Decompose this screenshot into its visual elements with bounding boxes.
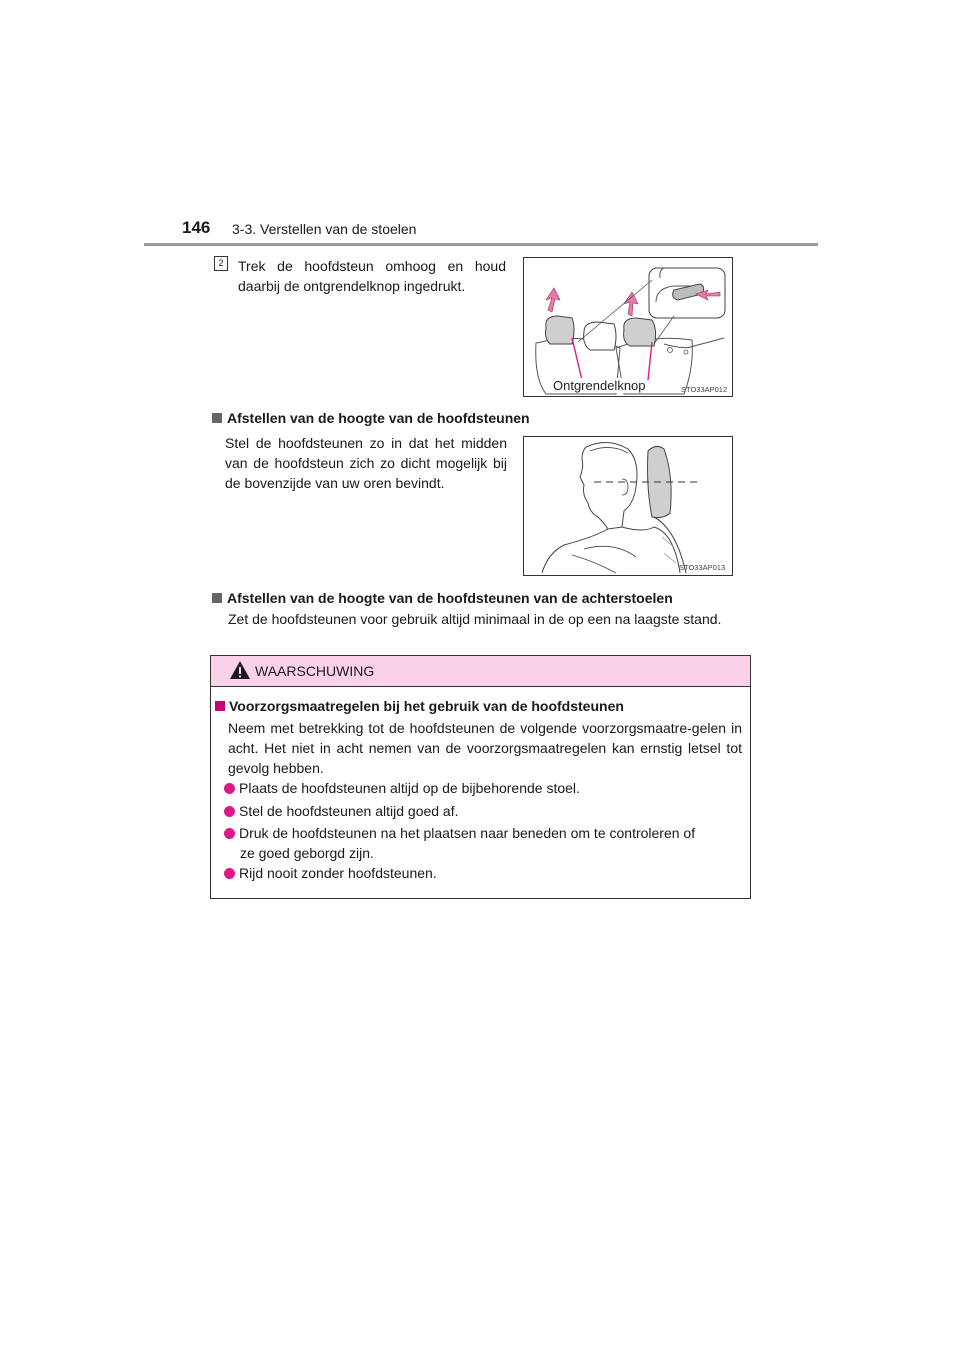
warning-bullet: Druk de hoofdsteunen na het plaatsen naar beneden om te controleren of ze goed geborgd zijn.	[224, 823, 744, 863]
headrest-release-illustration	[523, 257, 733, 397]
step-instruction: Trek de hoofdsteun omhoog en houd daarbij de ontgrendelknop ingedrukt.	[238, 258, 506, 294]
section-heading: Afstellen van de hoogte van de hoofdsteunen	[212, 410, 530, 426]
head-and-headrest-drawing	[524, 437, 732, 575]
warning-bullet: Rijd nooit zonder hoofdsteunen.	[224, 863, 744, 883]
bullet-dot-icon	[224, 806, 235, 817]
warning-bullet: Stel de hoofdsteunen altijd goed af.	[224, 801, 744, 821]
section-heading: Afstellen van de hoogte van de hoofdsteunen van de achterstoelen	[212, 590, 673, 606]
rear-seats-drawing	[524, 258, 732, 396]
warning-paragraph: Neem met betrekking tot de hoofdsteunen de volgende voorzorgsmaatre-gelen in acht. Het niet in acht nemen van de voorzorgsmaatregelen kan ernstig letsel tot gevolg hebben.	[228, 720, 742, 776]
warning-subheading: Voorzorgsmaatregelen bij het gebruik van de hoofdsteunen	[215, 698, 624, 714]
page-number: 146	[182, 218, 211, 237]
headrest-height-illustration	[523, 436, 733, 576]
square-bullet-icon	[212, 413, 222, 423]
warning-header	[211, 656, 750, 687]
header-divider	[144, 243, 818, 246]
square-bullet-icon	[215, 701, 225, 711]
figure-code: STO33AP013	[679, 563, 726, 572]
warning-bullet: Plaats de hoofdsteunen altijd op de bijbehorende stoel.	[224, 778, 744, 798]
bullet-dot-icon	[224, 783, 235, 794]
warning-triangle-icon	[229, 659, 251, 681]
bullet-dot-icon	[224, 868, 235, 879]
figure-code: STO33AP012	[681, 385, 728, 394]
square-bullet-icon	[212, 593, 222, 603]
section-body: Zet de hoofdsteunen voor gebruik altijd minimaal in de op een na laagste stand.	[228, 611, 722, 627]
step-number-badge: 2	[214, 256, 228, 271]
warning-title: WAARSCHUWING	[255, 663, 375, 679]
section-title: 3-3. Verstellen van de stoelen	[232, 221, 417, 237]
section-body: Stel de hoofdsteunen zo in dat het midden van de hoofdsteun zich zo dicht mogelijk bij de bovenzijde van uw oren bevindt.	[225, 435, 507, 491]
bullet-dot-icon	[224, 828, 235, 839]
release-button-label: Ontgrendelknop	[553, 378, 646, 393]
warning-box	[210, 655, 751, 899]
